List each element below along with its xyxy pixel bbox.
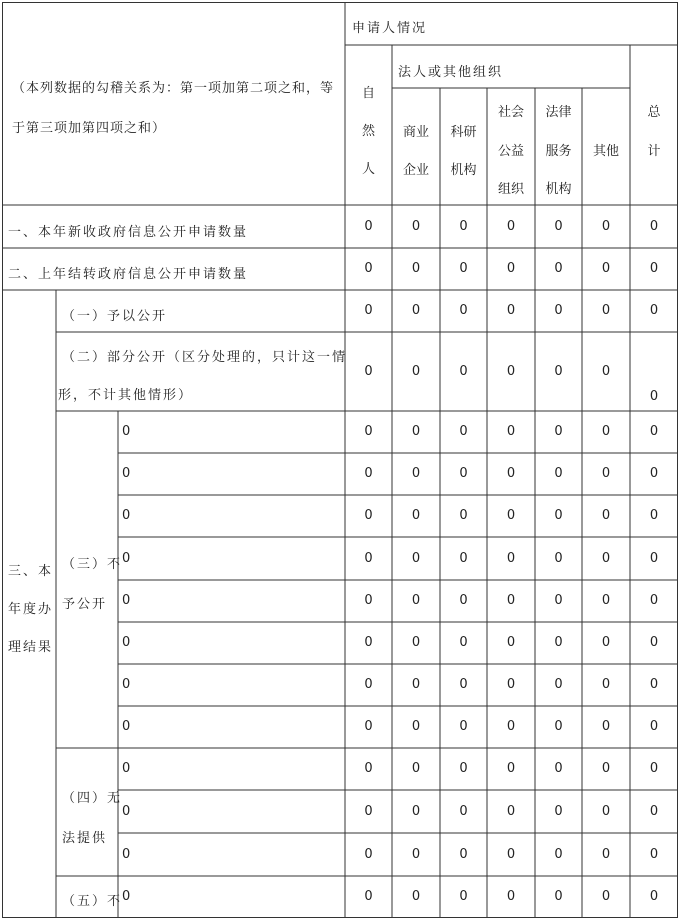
row3-label-line2: 年度办 xyxy=(8,602,54,617)
applicant-group-header: 申请人情况 xyxy=(352,21,428,36)
table-cell-value: 0 xyxy=(411,550,421,566)
table-cell-value: 0 xyxy=(364,466,373,481)
table-cell-value: 0 xyxy=(554,635,563,650)
table-cell-value: 0 xyxy=(411,261,421,276)
table-cell-value: 0 xyxy=(554,550,563,566)
table-cell-value: 0 xyxy=(364,364,373,379)
table-cell-value: 0 xyxy=(364,550,373,566)
row3-label-line3: 理结果 xyxy=(8,640,54,655)
table-cell-value: 0 xyxy=(364,889,373,904)
table-cell-value: 0 xyxy=(554,466,563,481)
table-cell-value: 0 xyxy=(554,593,563,608)
col-total-2: 计 xyxy=(647,144,661,159)
table-cell-value: 0 xyxy=(411,846,421,862)
reason-label: 0 xyxy=(122,424,133,439)
table-cell-value: 0 xyxy=(649,889,659,904)
col-business-2: 企业 xyxy=(402,163,429,178)
table-cell-value: 0 xyxy=(364,635,373,650)
table-cell-value: 0 xyxy=(459,635,468,650)
reason-label: 0 xyxy=(122,677,133,692)
col-other: 其他 xyxy=(592,144,619,159)
table-cell-value: 0 xyxy=(411,635,421,650)
table-cell-value: 0 xyxy=(649,389,659,404)
table-cell-value: 0 xyxy=(459,677,468,692)
table-cell-value: 0 xyxy=(554,424,563,439)
table-cell-value: 0 xyxy=(554,303,563,318)
row3-label-line1: 三、本 xyxy=(8,564,54,579)
sub-label-unable-1: （四）无 xyxy=(62,791,123,806)
table-cell-value: 0 xyxy=(506,364,516,379)
table-cell-value: 0 xyxy=(459,889,468,904)
table-cell-value: 0 xyxy=(459,466,468,481)
table-cell-value: 0 xyxy=(554,719,563,734)
table-cell-value: 0 xyxy=(459,218,468,234)
table-cell-value: 0 xyxy=(411,761,421,776)
table-cell-value: 0 xyxy=(506,635,516,650)
table-cell-value: 0 xyxy=(411,424,421,439)
table-cell-value: 0 xyxy=(364,677,373,692)
table-cell-value: 0 xyxy=(364,593,373,608)
table-cell-value: 0 xyxy=(459,550,468,566)
table-cell-value: 0 xyxy=(601,508,611,523)
table-note-line1: （本列数据的勾稽关系为：第一项加第二项之和，等 xyxy=(12,81,335,96)
table-cell-value: 0 xyxy=(601,424,611,439)
table-cell-value: 0 xyxy=(411,719,421,734)
reason-label: 0 xyxy=(122,508,133,523)
table-cell-value: 0 xyxy=(364,761,373,776)
table-cell-value: 0 xyxy=(554,846,563,862)
reason-label: 0 xyxy=(122,719,133,734)
reason-label: 0 xyxy=(122,846,133,862)
table-cell-value: 0 xyxy=(506,593,516,608)
table-cell-value: 0 xyxy=(649,303,659,318)
table-cell-value: 0 xyxy=(364,846,373,862)
table-cell-value: 0 xyxy=(364,803,373,819)
sub-label-not-disclosed-1: （三）不 xyxy=(62,557,123,572)
table-cell-value: 0 xyxy=(601,466,611,481)
table-cell-value: 0 xyxy=(601,719,611,734)
table-cell-value: 0 xyxy=(364,424,373,439)
table-cell-value: 0 xyxy=(554,803,563,819)
table-cell-value: 0 xyxy=(459,508,468,523)
table-cell-value: 0 xyxy=(554,364,563,379)
table-cell-value: 0 xyxy=(459,761,468,776)
table-cell-value: 0 xyxy=(506,803,516,819)
table-cell-value: 0 xyxy=(411,466,421,481)
row-label-carryover: 二、上年结转政府信息公开申请数量 xyxy=(8,267,249,282)
table-cell-value: 0 xyxy=(364,218,373,234)
col-natural-3: 人 xyxy=(361,162,375,177)
table-cell-value: 0 xyxy=(506,761,516,776)
table-cell-value: 0 xyxy=(411,218,421,234)
table-cell-value: 0 xyxy=(459,719,468,734)
table-cell-value: 0 xyxy=(601,261,611,276)
table-cell-value: 0 xyxy=(649,635,659,650)
reason-label: 0 xyxy=(122,889,133,904)
table-cell-value: 0 xyxy=(506,508,516,523)
table-cell-value: 0 xyxy=(506,719,516,734)
col-law-3: 机构 xyxy=(545,182,572,197)
table-cell-value: 0 xyxy=(601,364,611,379)
table-cell-value: 0 xyxy=(601,889,611,904)
table-cell-value: 0 xyxy=(649,508,659,523)
table-cell-value: 0 xyxy=(506,261,516,276)
reason-label: 0 xyxy=(122,761,133,776)
table-cell-value: 0 xyxy=(649,803,659,819)
table-cell-value: 0 xyxy=(554,889,563,904)
table-cell-value: 0 xyxy=(554,677,563,692)
table-cell-value: 0 xyxy=(411,677,421,692)
reason-label: 0 xyxy=(122,635,133,650)
legal-group-header: 法人或其他组织 xyxy=(398,65,504,80)
table-cell-value: 0 xyxy=(649,550,659,566)
col-law-2: 服务 xyxy=(545,144,572,159)
table-cell-value: 0 xyxy=(459,593,468,608)
sub-label-partial-line1: （二）部分公开（区分处理的，只计这一情 xyxy=(62,350,348,365)
table-cell-value: 0 xyxy=(649,719,659,734)
table-cell-value: 0 xyxy=(411,889,421,904)
col-social-3: 组织 xyxy=(497,182,524,197)
table-cell-value: 0 xyxy=(506,889,516,904)
table-cell-value: 0 xyxy=(506,677,516,692)
table-note-line2: 于第三项加第四项之和） xyxy=(12,121,167,136)
table-cell-value: 0 xyxy=(506,846,516,862)
table-cell-value: 0 xyxy=(459,424,468,439)
table-cell-value: 0 xyxy=(601,303,611,318)
table-cell-value: 0 xyxy=(411,593,421,608)
col-business-1: 商业 xyxy=(402,125,429,140)
col-law-1: 法律 xyxy=(545,105,572,120)
table-cell-value: 0 xyxy=(649,261,659,276)
table-cell-value: 0 xyxy=(554,218,563,234)
table-cell-value: 0 xyxy=(459,803,468,819)
col-social-1: 社会 xyxy=(497,105,524,120)
col-research-2: 机构 xyxy=(450,163,477,178)
reason-label: 0 xyxy=(122,803,133,819)
table-cell-value: 0 xyxy=(411,803,421,819)
table-cell-value: 0 xyxy=(506,303,516,318)
table-cell-value: 0 xyxy=(506,424,516,439)
table-cell-value: 0 xyxy=(364,303,373,318)
table-cell-value: 0 xyxy=(554,761,563,776)
table-cell-value: 0 xyxy=(649,466,659,481)
reason-label: 0 xyxy=(122,466,133,481)
table-cell-value: 0 xyxy=(506,218,516,234)
table-cell-value: 0 xyxy=(364,719,373,734)
table-cell-value: 0 xyxy=(364,261,373,276)
table-cell-value: 0 xyxy=(649,677,659,692)
table-cell-value: 0 xyxy=(601,550,611,566)
col-natural-1: 自 xyxy=(361,86,375,101)
col-social-2: 公益 xyxy=(497,144,524,159)
col-research-1: 科研 xyxy=(450,125,477,140)
table-cell-value: 0 xyxy=(601,846,611,862)
table-cell-value: 0 xyxy=(554,261,563,276)
table-cell-value: 0 xyxy=(649,424,659,439)
table-cell-value: 0 xyxy=(601,761,611,776)
table-cell-value: 0 xyxy=(506,550,516,566)
col-total-1: 总 xyxy=(647,105,661,120)
table-cell-value: 0 xyxy=(459,364,468,379)
table-cell-value: 0 xyxy=(601,218,611,234)
sub-label-unable-2: 法提供 xyxy=(62,831,108,846)
table-cell-value: 0 xyxy=(649,761,659,776)
sub-label-not-disclosed-2: 予公开 xyxy=(62,597,108,612)
sub-label-disclosed: （一）予以公开 xyxy=(62,309,168,324)
table-cell-value: 0 xyxy=(411,508,421,523)
table-cell-value: 0 xyxy=(601,593,611,608)
col-natural-2: 然 xyxy=(361,124,375,139)
sub-label-partial-line2: 形，不计其他情形） xyxy=(58,388,194,403)
table-cell-value: 0 xyxy=(459,303,468,318)
row-label-new-requests: 一、本年新收政府信息公开申请数量 xyxy=(8,225,249,240)
reason-label: 0 xyxy=(122,593,133,608)
table-cell-value: 0 xyxy=(649,593,659,608)
table-cell-value: 0 xyxy=(601,635,611,650)
table-cell-value: 0 xyxy=(411,303,421,318)
table-cell-value: 0 xyxy=(601,803,611,819)
table-cell-value: 0 xyxy=(411,364,421,379)
table-cell-value: 0 xyxy=(649,846,659,862)
table-cell-value: 0 xyxy=(459,846,468,862)
table-cell-value: 0 xyxy=(601,677,611,692)
table-cell-value: 0 xyxy=(649,218,659,234)
table-cell-value: 0 xyxy=(364,508,373,523)
reason-label: 0 xyxy=(122,550,133,566)
sub-label-not-handled: （五）不 xyxy=(62,894,123,909)
table-cell-value: 0 xyxy=(554,508,563,523)
table-cell-value: 0 xyxy=(506,466,516,481)
table-cell-value: 0 xyxy=(459,261,468,276)
